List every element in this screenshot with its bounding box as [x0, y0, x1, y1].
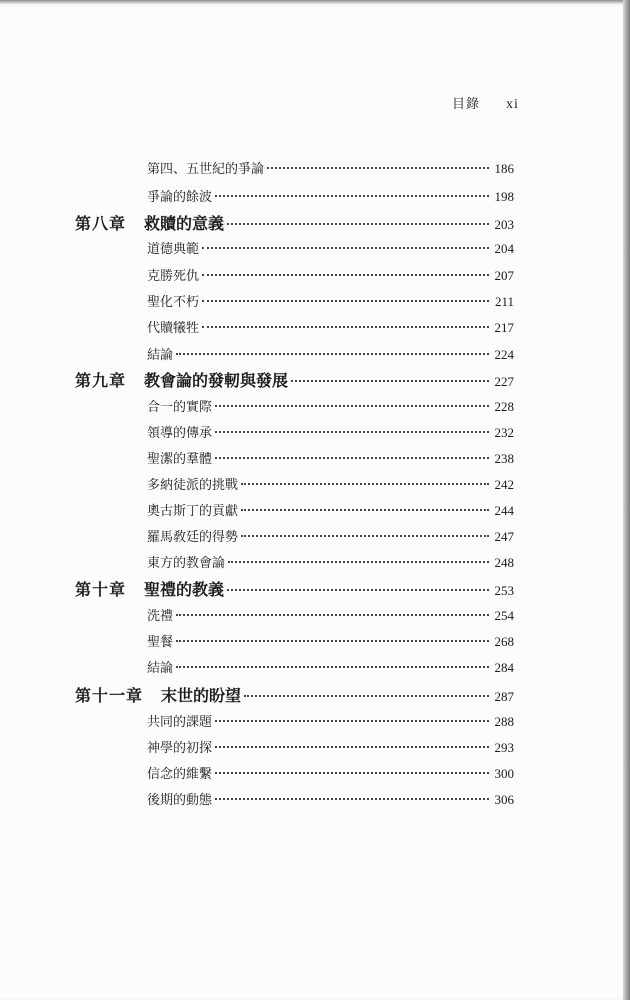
toc-section-entry[interactable] — [147, 657, 514, 676]
toc-section-entry[interactable] — [147, 344, 514, 363]
toc-entry-page: 217 — [494, 320, 514, 335]
toc-entry-title: 合一的實際 — [147, 400, 213, 415]
toc-entry-title: 爭論的餘波 — [147, 190, 213, 205]
toc-entry-title: 神學的初探 — [147, 741, 213, 756]
toc-entry-page: 253 — [494, 583, 514, 598]
dot-leader — [227, 223, 489, 225]
toc-entry-page: 306 — [494, 792, 514, 807]
dot-leader — [215, 720, 489, 722]
toc-entry-page: 254 — [494, 608, 514, 623]
bleed-through-text — [268, 90, 398, 107]
toc-entry-page: 288 — [494, 714, 514, 729]
dot-leader — [291, 380, 489, 382]
toc-entry-page: 198 — [494, 189, 514, 204]
toc-entry-page: 287 — [494, 689, 514, 704]
page-right-edge — [623, 0, 630, 1000]
page-top-shadow — [0, 0, 630, 4]
toc-entry-title: 多納徒派的挑戰 — [147, 478, 239, 493]
toc-entry-page: 300 — [494, 766, 514, 781]
toc-section-entry[interactable] — [147, 605, 514, 624]
toc-entry-title: 克勝死仇 — [147, 269, 200, 284]
dot-leader — [202, 274, 489, 276]
toc-entry-page: 207 — [494, 268, 514, 283]
toc-entry-title: 信念的維繫 — [147, 767, 213, 782]
toc-entry-title: 聖潔的羣體 — [147, 452, 213, 467]
running-head — [452, 93, 519, 113]
toc-chapter-title: 末世的盼望 — [161, 686, 242, 705]
toc-entry-page: 186 — [494, 161, 514, 176]
toc-entry-page: 268 — [494, 634, 514, 649]
running-head-page-number: xi — [506, 97, 519, 112]
toc-section-entry[interactable] — [147, 396, 514, 415]
toc-entry-page: 227 — [494, 374, 514, 389]
dot-leader — [176, 614, 489, 616]
toc-entry-title: 道德典範 — [147, 242, 200, 257]
toc-entry-page: 224 — [494, 347, 514, 362]
toc-entry-title: 奧古斯丁的貢獻 — [147, 504, 239, 519]
toc-chapter-title: 教會論的發軔與發展 — [144, 371, 289, 390]
dot-leader — [176, 666, 489, 668]
toc-section-entry[interactable] — [147, 265, 514, 284]
toc-chapter-number: 第十章 — [75, 580, 127, 599]
toc-chapter-title: 救贖的意義 — [144, 214, 225, 233]
toc-section-entry[interactable] — [147, 737, 514, 756]
toc-entry-page: 232 — [494, 425, 514, 440]
toc-entry-title: 後期的動態 — [147, 793, 213, 808]
toc-entry-page: 244 — [494, 503, 514, 518]
dot-leader — [215, 431, 489, 433]
toc-chapter-number: 第九章 — [75, 371, 127, 390]
toc-entry-page: 248 — [494, 555, 514, 570]
toc-chapter-entry[interactable] — [75, 211, 514, 234]
dot-leader — [215, 195, 489, 197]
toc-entry-page: 211 — [494, 294, 514, 309]
dot-leader — [202, 300, 489, 302]
dot-leader — [228, 561, 489, 563]
toc-entry-title: 代贖犧牲 — [147, 321, 200, 336]
toc-section-entry[interactable] — [147, 158, 514, 177]
running-head-title: 目錄 — [452, 97, 481, 112]
toc-chapter-number: 第八章 — [75, 214, 127, 233]
dot-leader — [202, 326, 489, 328]
toc-entry-title: 結論 — [147, 348, 174, 363]
toc-section-entry[interactable] — [147, 711, 514, 730]
toc-entry-page: 228 — [494, 399, 514, 414]
toc-entry-title: 羅馬敎廷的得勢 — [147, 530, 239, 545]
toc-entry-title: 聖餐 — [147, 635, 174, 650]
dot-leader — [215, 457, 489, 459]
toc-chapter-entry[interactable] — [75, 683, 514, 706]
toc-entry-page: 238 — [494, 451, 514, 466]
dot-leader — [215, 746, 489, 748]
toc-entry-page: 247 — [494, 529, 514, 544]
toc-section-entry[interactable] — [147, 186, 514, 205]
dot-leader — [202, 247, 489, 249]
toc-section-entry[interactable] — [147, 238, 514, 257]
toc-entry-title: 領導的傳承 — [147, 426, 213, 441]
dot-leader — [176, 353, 489, 355]
toc-entry-title: 聖化不朽 — [147, 295, 200, 310]
toc-section-entry[interactable] — [147, 474, 514, 493]
toc-section-entry[interactable] — [147, 448, 514, 467]
dot-leader — [215, 798, 489, 800]
toc-entry-page: 284 — [494, 660, 514, 675]
toc-section-entry[interactable] — [147, 526, 514, 545]
toc-entry-title: 東方的教會論 — [147, 556, 226, 571]
toc-chapter-entry[interactable] — [75, 577, 514, 600]
toc-section-entry[interactable] — [147, 789, 514, 808]
toc-section-entry[interactable] — [147, 422, 514, 441]
dot-leader — [176, 640, 489, 642]
dot-leader — [241, 509, 489, 511]
toc-section-entry[interactable] — [147, 500, 514, 519]
toc-section-entry[interactable] — [147, 291, 514, 310]
toc-entry-page: 293 — [494, 740, 514, 755]
toc-section-entry[interactable] — [147, 631, 514, 650]
dot-leader — [244, 695, 489, 697]
dot-leader — [227, 589, 489, 591]
toc-entry-title: 共同的課題 — [147, 715, 213, 730]
toc-entry-title: 結論 — [147, 661, 174, 676]
dot-leader — [241, 535, 489, 537]
toc-entry-title: 洗禮 — [147, 609, 174, 624]
toc-section-entry[interactable] — [147, 763, 514, 782]
toc-entry-page: 242 — [494, 477, 514, 492]
dot-leader — [267, 167, 489, 169]
toc-entry-title: 第四、五世紀的爭論 — [147, 162, 265, 177]
toc-section-entry[interactable] — [147, 317, 514, 336]
toc-entry-page: 203 — [494, 217, 514, 232]
toc-section-entry[interactable] — [147, 552, 514, 571]
dot-leader — [215, 772, 489, 774]
toc-chapter-title: 聖禮的教義 — [144, 580, 225, 599]
toc-chapter-number: 第十一章 — [75, 686, 144, 705]
dot-leader — [215, 405, 489, 407]
toc-entry-page: 204 — [494, 241, 514, 256]
dot-leader — [241, 483, 489, 485]
toc-chapter-entry[interactable] — [75, 368, 514, 391]
